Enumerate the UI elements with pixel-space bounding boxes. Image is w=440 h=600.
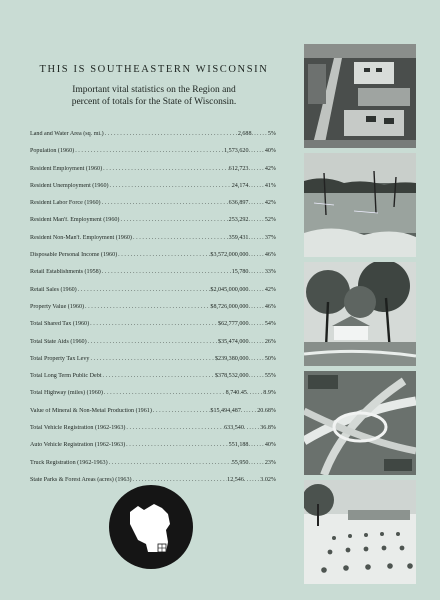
statistic-value: 253,292	[228, 217, 249, 224]
statistic-value: $2,045,000,000	[210, 286, 249, 293]
leader-dots	[117, 252, 210, 259]
leader-dots	[108, 460, 232, 467]
subtitle-line-1: Important vital statistics on the Region and	[72, 85, 236, 95]
statistic-row	[30, 356, 276, 373]
statistic-label: Resident Unemployment (1960)	[30, 182, 109, 189]
statistic-percent	[248, 339, 276, 346]
statistic-row	[30, 252, 276, 269]
statistic-label: Land and Water Area (sq. mi.)	[30, 131, 104, 137]
leader-dots	[152, 408, 211, 415]
statistic-row	[30, 460, 276, 477]
statistic-row	[30, 373, 276, 390]
statistic-percent	[241, 408, 276, 415]
statistic-value: 1,573,620	[224, 148, 249, 155]
statistic-row	[30, 390, 276, 407]
statistic-percent	[248, 287, 276, 294]
statistic-value: $3,572,000,000	[210, 252, 249, 259]
leader-dots	[87, 339, 218, 346]
leader-dots	[77, 287, 211, 294]
statistic-row	[30, 442, 276, 459]
statistic-percent	[248, 148, 276, 155]
suburban-trees-photo	[304, 262, 416, 366]
statistic-label: Truck Registration (1962-1963)	[30, 459, 108, 466]
page-title: THIS IS SOUTHEASTERN WISCONSIN	[39, 64, 269, 75]
leader-dots	[101, 373, 214, 380]
leader-dots	[132, 477, 228, 484]
statistic-row	[30, 183, 276, 200]
snowy-field-photo	[304, 480, 416, 584]
statistic-value: 636,897	[228, 200, 249, 207]
statistic-label: Total Vehicle Registration (1962-1963)	[30, 425, 126, 432]
statistic-percent	[244, 477, 276, 484]
statistic-label: Value of Mineral & Non-Metal Production (1961)	[30, 407, 152, 414]
statistic-value: 8,740.45	[225, 390, 247, 397]
statistic-percent	[248, 442, 276, 449]
statistic-label: Total Long Term Public Debt	[30, 373, 102, 380]
statistic-percent-text: 55%	[264, 373, 276, 380]
statistic-percent	[248, 269, 276, 276]
statistic-label: Resident Labor Force (1960)	[30, 200, 101, 207]
statistic-percent	[248, 321, 276, 328]
statistic-label: State Parks & Forest Areas (acres) (1963)	[30, 476, 132, 483]
statistic-percent	[248, 200, 276, 207]
leader-dots	[101, 200, 229, 207]
leader-dots	[119, 217, 228, 224]
statistic-row	[30, 166, 276, 183]
statistic-value: 551,188	[228, 442, 249, 449]
statistic-label: Property Value (1960)	[30, 303, 85, 310]
statistic-percent-text: 40%	[264, 442, 276, 449]
statistic-percent	[248, 356, 276, 363]
statistic-value: 359,431	[228, 234, 249, 241]
statistic-percent	[248, 217, 276, 224]
statistic-value: 633,540	[224, 425, 244, 432]
statistic-value: $239,380,000	[214, 355, 249, 362]
statistic-value: $35,474,000	[218, 338, 249, 345]
statistics-list	[30, 131, 276, 494]
statistic-percent	[248, 183, 276, 190]
leader-dots	[101, 269, 232, 276]
statistic-percent-text: 5%	[267, 131, 276, 137]
leader-dots	[89, 321, 218, 328]
statistic-label: Total Highway (miles) (1960)	[30, 390, 103, 397]
statistic-row	[30, 425, 276, 442]
statistic-percent-text: 42%	[264, 286, 276, 293]
statistic-value: 15,780	[231, 269, 249, 276]
highway-interchange-photo	[304, 371, 416, 475]
statistic-value: 24,174	[231, 182, 249, 189]
statistic-percent-text: 23%	[264, 459, 276, 466]
statistic-percent-text: 3.02%	[260, 476, 276, 483]
statistic-row	[30, 408, 276, 425]
statistic-row	[30, 304, 276, 321]
statistic-row	[30, 339, 276, 356]
statistic-percent-text: 46%	[264, 303, 276, 310]
statistic-percent	[248, 252, 276, 259]
statistic-value: $15,494,487	[210, 407, 241, 414]
leader-dots	[103, 390, 226, 397]
aerial-industrial-photo	[304, 44, 416, 148]
statistic-percent-text: 40%	[264, 148, 276, 155]
subtitle-line-2: percent of totals for the State of Wisconsin.	[71, 97, 237, 107]
page-subtitle	[28, 84, 280, 108]
statistic-value: $378,532,000	[214, 373, 249, 380]
statistic-value: 612,723	[228, 165, 249, 172]
statistic-row	[30, 217, 276, 234]
statistic-value: $62,777,000	[218, 321, 249, 328]
statistic-value: 2,688	[237, 131, 252, 137]
statistic-label: Population (1960)	[30, 148, 75, 155]
statistic-row	[30, 321, 276, 338]
statistic-percent-text: 20.68%	[257, 407, 276, 414]
statistic-value: 55,950	[231, 459, 249, 466]
statistic-row	[30, 287, 276, 304]
wisconsin-map-icon	[108, 484, 194, 570]
statistic-percent	[248, 304, 276, 311]
statistic-label: Resident Non-Man'f. Employment (1960)	[30, 234, 132, 241]
statistic-row	[30, 131, 276, 148]
statistic-percent-text: 36.8%	[260, 425, 276, 432]
statistic-value: $8,726,000,000	[210, 303, 249, 310]
statistic-percent	[248, 460, 276, 467]
statistic-label: Resident Man'f. Employment (1960)	[30, 217, 120, 224]
statistic-percent	[247, 390, 276, 397]
statistic-percent	[248, 235, 276, 242]
statistic-percent	[248, 373, 276, 380]
statistic-label: Retail Sales (1960)	[30, 286, 77, 293]
statistic-value: 12,546	[227, 476, 244, 483]
leader-dots	[104, 131, 238, 138]
statistic-label: Resident Employment (1960)	[30, 165, 103, 172]
statistic-label: Total Property Tax Levy	[30, 355, 90, 362]
statistic-label: Total State Aids (1960)	[30, 338, 87, 345]
statistic-percent-text: 26%	[264, 338, 276, 345]
statistic-row	[30, 235, 276, 252]
statistic-percent	[252, 131, 276, 138]
leader-dots	[132, 235, 229, 242]
statistic-percent-text: 54%	[264, 321, 276, 328]
statistic-label: Disposable Personal Income (1960)	[30, 252, 118, 259]
statistic-label: Retail Establishments (1958)	[30, 269, 101, 276]
leader-dots	[109, 183, 232, 190]
statistic-percent-text: 41%	[264, 182, 276, 189]
leader-dots	[84, 304, 210, 311]
statistic-percent-text: 8.9%	[263, 390, 276, 397]
statistic-percent-text: 50%	[264, 355, 276, 362]
leader-dots	[102, 166, 229, 173]
statistic-label: Total Shared Tax (1960)	[30, 321, 90, 328]
statistic-percent-text: 46%	[264, 252, 276, 259]
leader-dots	[125, 425, 224, 432]
statistic-percent	[244, 425, 276, 432]
statistic-row	[30, 148, 276, 165]
marsh-wetland-photo	[304, 153, 416, 257]
statistic-percent-text: 33%	[264, 269, 276, 276]
leader-dots	[125, 442, 229, 449]
statistic-percent-text: 52%	[264, 217, 276, 224]
statistic-percent-text: 42%	[264, 165, 276, 172]
statistic-percent-text: 37%	[264, 234, 276, 241]
statistic-row	[30, 200, 276, 217]
statistic-percent-text: 42%	[264, 200, 276, 207]
leader-dots	[74, 148, 224, 155]
leader-dots	[89, 356, 215, 363]
statistic-row	[30, 269, 276, 286]
statistic-label: Auto Vehicle Registration (1962-1963)	[30, 442, 126, 449]
statistic-percent	[248, 166, 276, 173]
